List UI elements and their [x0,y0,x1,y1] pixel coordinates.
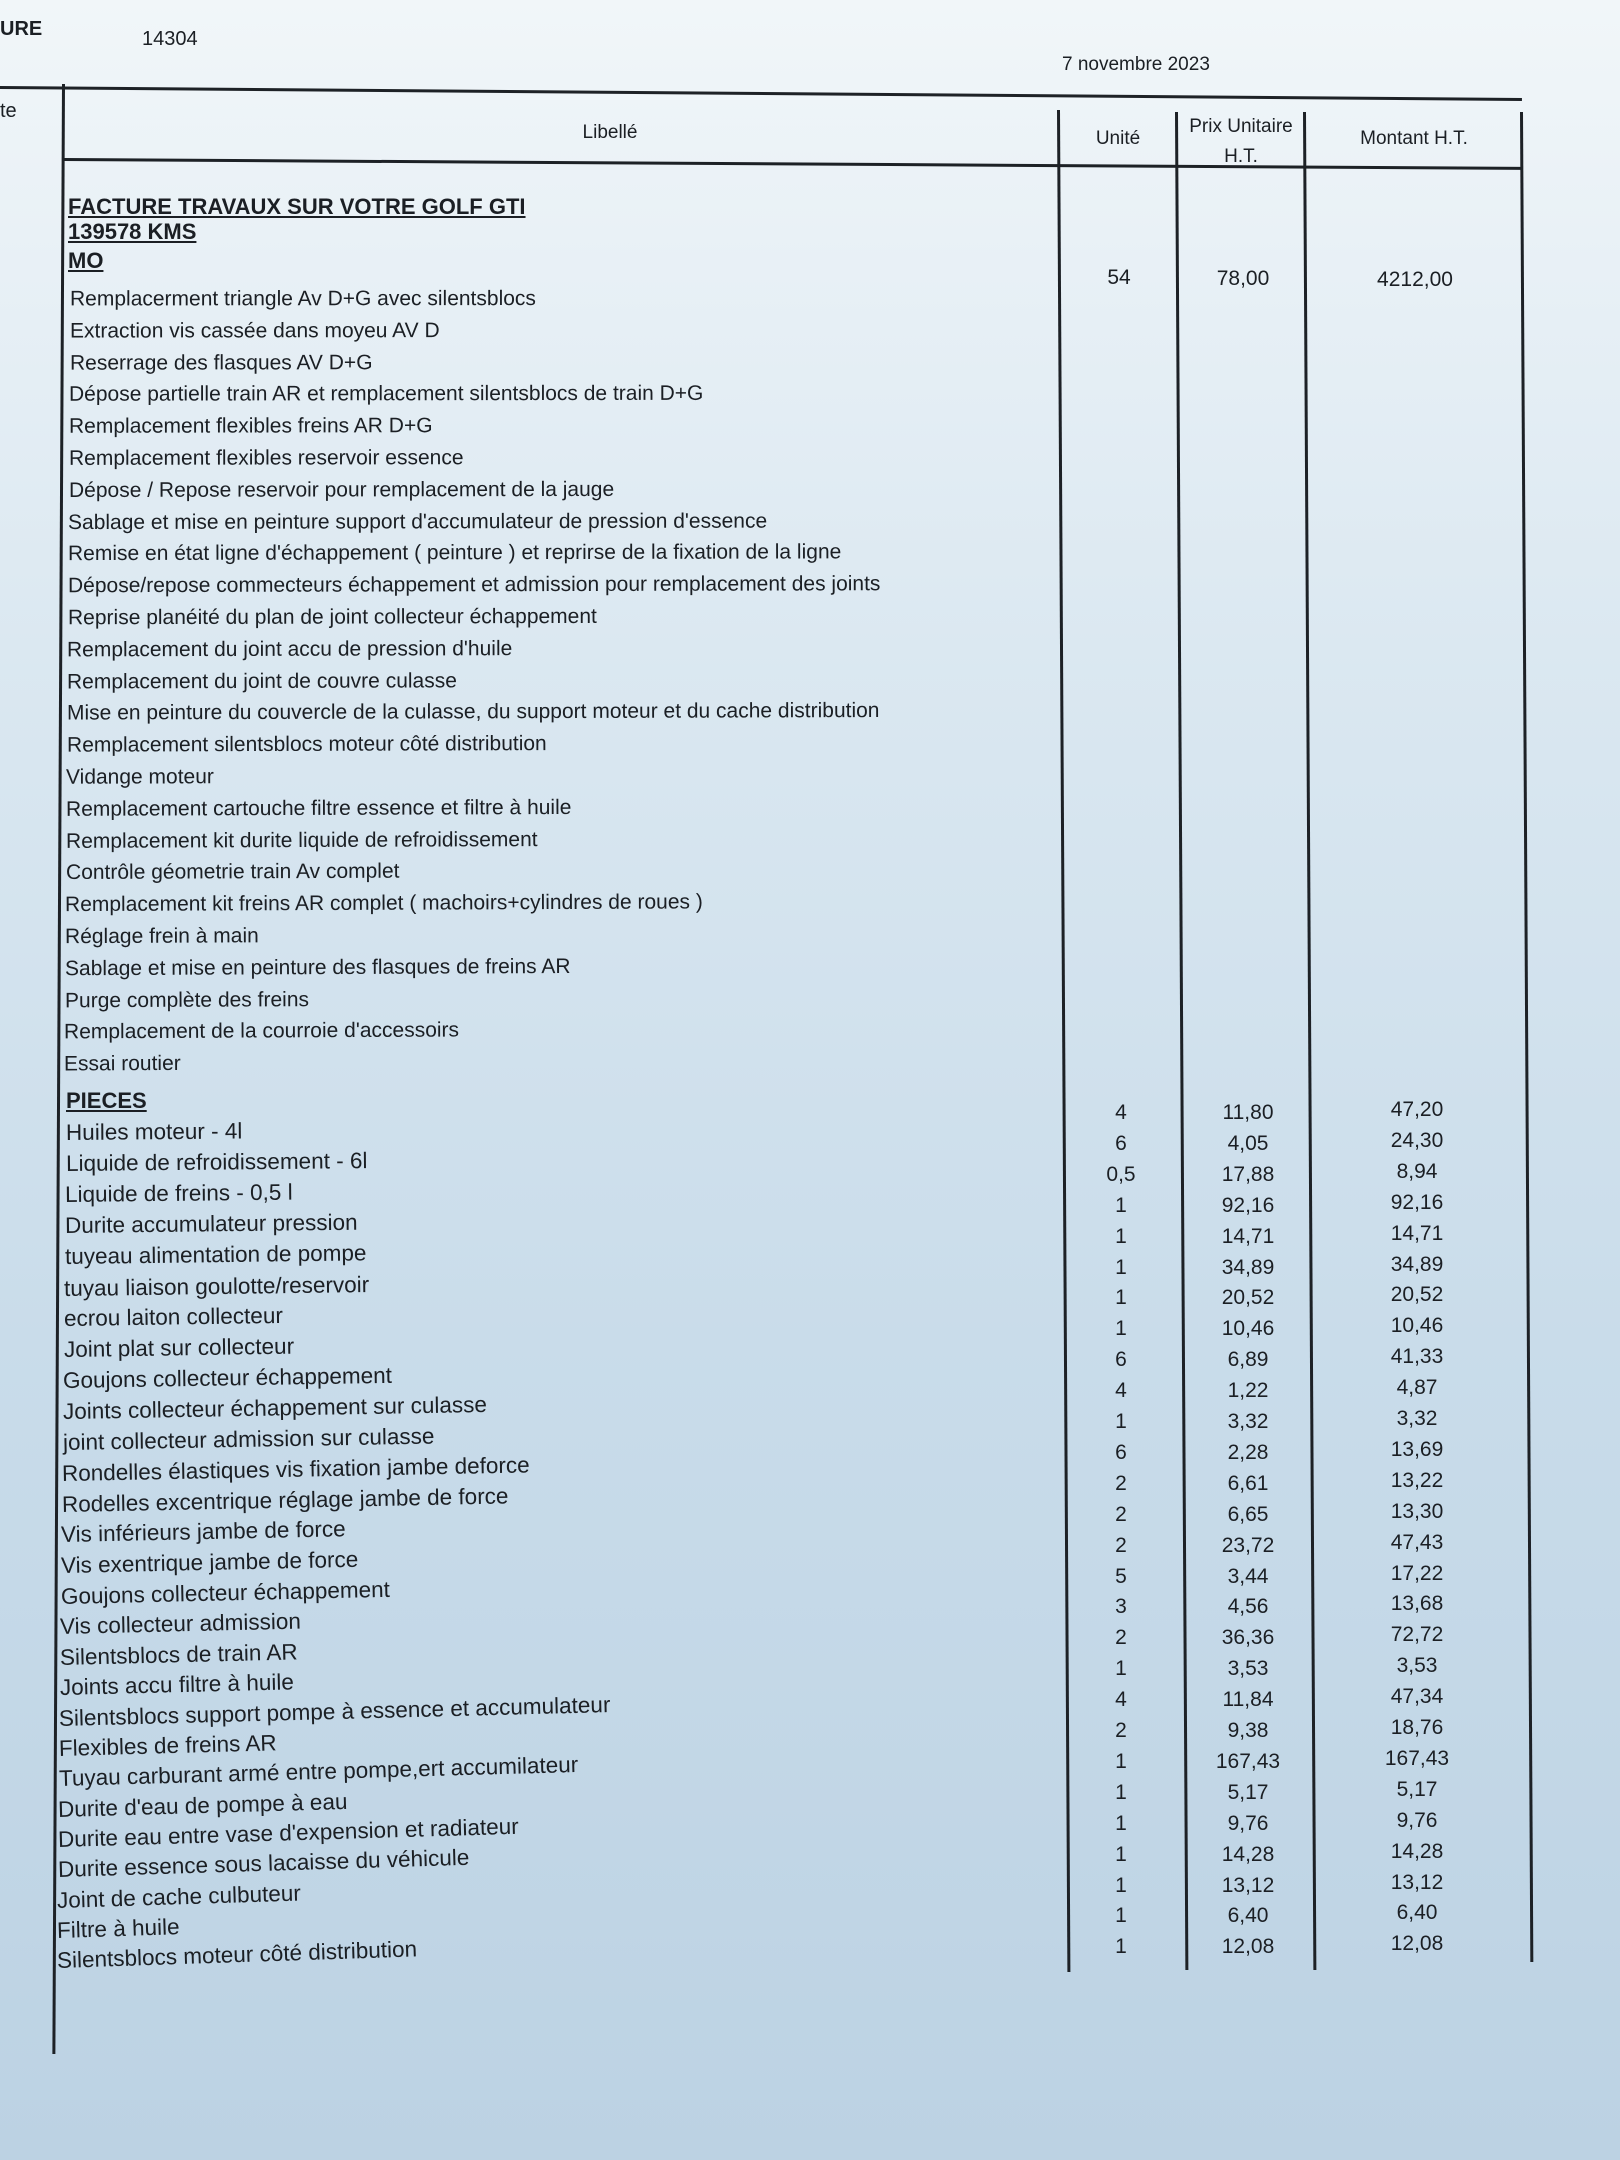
mo-montant: 4212,00 [1377,268,1453,291]
pieces-unite-cell: 1 [1115,1749,1127,1773]
pieces-unite-cell: 1 [1115,1780,1127,1804]
pieces-montant-cell: 9,76 [1396,1808,1438,1832]
pieces-line-item: Silentsblocs support pompe à essence et accumulateur [59,1691,612,1731]
pieces-line-item: tuyau liaison goulotte/reservoir [64,1271,370,1301]
pieces-prix-cell: 6,89 [1227,1348,1269,1372]
pieces-prix-cell: 92,16 [1221,1193,1275,1217]
pieces-montant-cell: 4,87 [1396,1376,1438,1400]
mo-line-item: Remise en état ligne d'échappement ( peinture ) et reprirse de la fixation de la ligne [67,540,842,566]
pieces-line-item: Silentsblocs de train AR [59,1639,298,1670]
pieces-line-item: Tuyau carburant armé entre pompe,ert accumilateur [58,1752,579,1792]
mo-line-item: Réglage frein à main [64,924,259,949]
pieces-prix-cell: 3,44 [1227,1564,1269,1588]
pieces-unite-cell: 2 [1115,1719,1127,1742]
mo-line-item: Contrôle géometrie train Av complet [65,860,399,885]
pieces-montant-cell: 24,30 [1390,1128,1444,1152]
pieces-unite-cell: 1 [1115,1873,1127,1897]
header-prix-line2: H.T. [1224,146,1258,167]
mo-line-item: Reprise planéité du plan de joint collecteur échappement [67,604,597,630]
pieces-unite-cell: 4 [1115,1688,1127,1712]
pieces-unite-cell: 1 [1115,1317,1127,1341]
pieces-unite-cell: 4 [1115,1379,1127,1403]
pieces-line-item: Liquide de freins - 0,5 l [65,1179,294,1208]
pieces-prix-cell: 9,38 [1227,1719,1269,1742]
pieces-prix-cell: 6,40 [1227,1904,1269,1928]
pieces-unite-cell: 1 [1115,1657,1127,1681]
header-prix-line1: Prix Unitaire [1189,116,1293,137]
pieces-line-item: Goujons collecteur échappement [62,1363,393,1394]
pieces-line-item: joint collecteur admission sur culasse [62,1423,435,1455]
mo-line-item: Vidange moteur [66,765,215,789]
pieces-line-item: Rondelles élastiques vis fixation jambe deforce [61,1452,531,1486]
mo-line-item: Remplacement du joint accu de pression d'huile [67,636,513,662]
table-top-rule [0,86,1522,101]
pieces-unite-cell: 3 [1115,1595,1127,1619]
mileage: 139578 KMS [68,219,197,244]
pieces-prix-cell: 4,56 [1227,1595,1269,1619]
left-column-fragment: te [0,100,17,122]
pieces-prix-cell: 6,61 [1227,1471,1269,1495]
pieces-montant-cell: 14,28 [1390,1839,1444,1863]
pieces-prix-cell: 4,05 [1227,1131,1269,1155]
pieces-unite-cell: 1 [1115,1811,1127,1835]
pieces-montant-cell: 13,68 [1390,1592,1444,1616]
pieces-prix-cell: 10,46 [1221,1317,1275,1341]
pieces-unite-cell: 1 [1115,1255,1127,1279]
pieces-prix-cell: 167,43 [1215,1749,1281,1773]
pieces-line-item: Huiles moteur - 4l [65,1118,243,1145]
invoice-title: FACTURE TRAVAUX SUR VOTRE GOLF GTI [68,194,526,219]
pieces-montant-cell: 13,12 [1390,1870,1444,1894]
pieces-montant-cell: 47,43 [1390,1530,1444,1554]
pieces-prix-cell: 3,32 [1227,1410,1269,1433]
mo-line-item: Reserrage des flasques AV D+G [69,350,373,375]
pieces-line-item: Joints accu filtre à huile [59,1669,294,1701]
pieces-line-item: Joint de cache culbuteur [56,1880,302,1913]
pieces-prix-cell: 20,52 [1221,1286,1275,1310]
pieces-prix-cell: 36,36 [1221,1626,1275,1650]
pieces-line-item: Filtre à huile [56,1913,180,1943]
pieces-prix-cell: 1,22 [1227,1379,1269,1403]
pieces-line-item: Durite essence sous lacaisse du véhicule [57,1845,470,1883]
pieces-prix-cell: 14,71 [1221,1224,1275,1248]
mo-line-item: Remplacerment triangle Av D+G avec silentsblocs [69,287,536,311]
pieces-montant-cell: 6,40 [1396,1901,1438,1925]
pieces-unite-cell: 1 [1115,1193,1127,1217]
mo-line-item: Essai routier [63,1052,181,1076]
pieces-prix-cell: 23,72 [1221,1533,1275,1557]
pieces-line-item: Durite eau entre vase d'expension et radiateur [57,1813,519,1853]
pieces-line-item: ecrou laiton collecteur [63,1303,283,1332]
pieces-prix-cell: 11,84 [1222,1688,1274,1712]
pieces-unite-cell: 6 [1115,1131,1127,1155]
pieces-prix-cell: 14,28 [1221,1842,1275,1866]
mo-line-item: Remplacement flexibles freins AR D+G [68,414,433,438]
pieces-montant-cell: 5,17 [1396,1777,1438,1801]
pieces-prix-cell: 3,53 [1227,1657,1269,1681]
pieces-montant-cell: 20,52 [1390,1283,1444,1307]
pieces-line-item: Goujons collecteur échappement [60,1576,390,1609]
pieces-montant-cell: 17,22 [1390,1561,1444,1585]
pieces-montant-cell: 13,22 [1390,1468,1444,1492]
mo-line-item: Sablage et mise en peinture des flasques de freins AR [64,954,571,981]
pieces-montant-cell: 13,30 [1390,1499,1444,1523]
mo-line-item: Dépose partielle train AR et remplacement silentsblocs de train D+G [69,382,704,407]
pieces-unite-cell: 2 [1115,1626,1127,1650]
pieces-prix-cell: 2,28 [1227,1440,1269,1464]
pieces-montant-cell: 8,94 [1396,1159,1438,1183]
pieces-unite-cell: 0,5 [1106,1162,1136,1186]
pieces-montant-cell: 3,32 [1396,1407,1438,1430]
mo-line-item: Remplacement cartouche filtre essence et filtre à huile [65,795,572,821]
pieces-prix-cell: 5,17 [1227,1780,1269,1804]
pieces-unite-cell: 4 [1115,1101,1127,1124]
pieces-line-item: Durite accumulateur pression [64,1210,358,1239]
mo-line-item: Remplacement silentsblocs moteur côté distribution [66,732,547,757]
pieces-prix-cell: 34,89 [1221,1255,1275,1279]
section-mo: MO [68,248,104,273]
mo-line-item: Remplacement flexibles reservoir essence [68,446,464,470]
pieces-montant-cell: 34,89 [1390,1252,1444,1276]
pieces-montant-cell: 3,53 [1396,1654,1438,1678]
pieces-montant-cell: 167,43 [1384,1746,1450,1770]
pieces-prix-cell: 6,65 [1227,1502,1269,1526]
pieces-line-item: Flexibles de freins AR [58,1730,277,1761]
pieces-unite-cell: 5 [1115,1564,1127,1588]
pieces-montant-cell: 47,34 [1390,1685,1444,1709]
mo-line-item: Extraction vis cassée dans moyeu AV D [69,318,440,343]
mo-line-item: Dépose/repose commecteurs échappement et admission pour remplacement des joints [67,572,881,598]
pieces-line-item: tuyeau alimentation de pompe [64,1240,367,1270]
pieces-unite-cell: 1 [1115,1286,1127,1310]
mo-line-item: Remplacement du joint de couvre culasse [66,668,457,694]
pieces-montant-cell: 12,08 [1390,1932,1444,1956]
pieces-montant-cell: 14,71 [1390,1221,1444,1245]
pieces-montant-cell: 72,72 [1390,1623,1444,1647]
pieces-line-item: Vis collecteur admission [60,1608,302,1640]
pieces-unite-cell: 6 [1115,1440,1127,1464]
pieces-line-item: Vis inférieurs jambe de force [61,1516,347,1548]
pieces-unite-cell: 1 [1115,1935,1127,1959]
pieces-montant-cell: 41,33 [1390,1345,1444,1369]
pieces-montant-cell: 10,46 [1390,1314,1444,1338]
mo-line-item: Sablage et mise en peinture support d'accumulateur de pression d'essence [68,509,768,534]
pieces-prix-cell: 9,76 [1227,1811,1269,1835]
pieces-unite-cell: 2 [1115,1502,1127,1526]
mo-line-item: Dépose / Repose reservoir pour remplacement de la jauge [68,477,614,502]
pieces-unite-cell: 1 [1115,1842,1127,1866]
header-montant: Montant H.T. [1360,128,1468,149]
mo-line-item: Mise en peinture du couvercle de la culasse, du support moteur et du cache distribution [66,699,880,725]
pieces-unite-cell: 1 [1115,1904,1127,1928]
pieces-line-item: Durite d'eau de pompe à eau [57,1788,349,1822]
invoice-date: 7 novembre 2023 [1062,54,1210,75]
mo-line-item: Remplacement de la courroie d'accessoirs [64,1018,460,1044]
pieces-line-item: Joints collecteur échappement sur culasse [62,1392,487,1425]
pieces-line-item: Vis exentrique jambe de force [60,1546,359,1578]
pieces-unite-cell: 6 [1115,1348,1127,1372]
pieces-unite-cell: 2 [1115,1533,1127,1557]
mo-unite: 54 [1107,266,1131,289]
mo-line-item: Remplacement kit durite liquide de refroidissement [65,827,538,853]
mo-line-item: Remplacement kit freins AR complet ( machoirs+cylindres de roues ) [65,890,704,917]
pieces-montant-cell: 13,69 [1390,1437,1444,1461]
pieces-unite-cell: 1 [1115,1224,1127,1248]
pieces-prix-cell: 17,88 [1221,1162,1275,1186]
pieces-line-item: Joint plat sur collecteur [63,1333,294,1363]
mo-line-item: Purge complète des freins [64,987,309,1012]
header-libelle: Libellé [582,122,638,143]
pieces-prix-cell: 12,08 [1221,1935,1275,1959]
pieces-montant-cell: 18,76 [1390,1716,1444,1739]
pieces-prix-cell: 11,80 [1222,1101,1274,1124]
pieces-montant-cell: 92,16 [1390,1190,1444,1214]
header-unite: Unité [1095,128,1141,149]
section-pieces: PIECES [66,1088,147,1113]
invoice-number: 14304 [142,28,198,50]
pieces-unite-cell: 1 [1115,1410,1127,1433]
doc-label: URE [0,18,43,40]
pieces-line-item: Silentsblocs moteur côté distribution [56,1936,417,1973]
pieces-montant-cell: 47,20 [1390,1098,1444,1121]
pieces-unite-cell: 2 [1115,1471,1127,1495]
pieces-prix-cell: 13,12 [1221,1873,1275,1897]
pieces-line-item: Rodelles excentrique réglage jambe de force [61,1482,509,1517]
mo-prix: 78,00 [1216,267,1270,290]
pieces-line-item: Liquide de refroidissement - 6l [65,1148,368,1177]
